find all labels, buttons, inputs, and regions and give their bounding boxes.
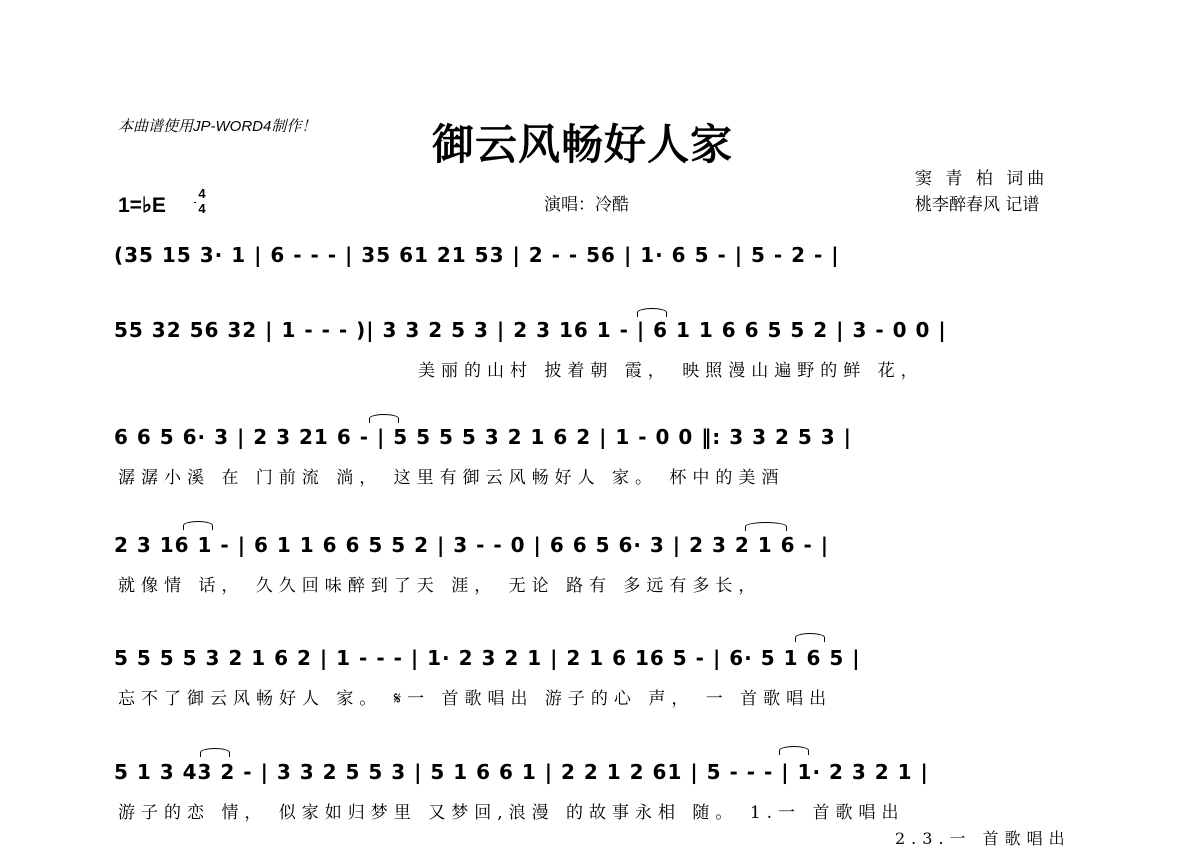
ending-2-3-lyrics: 2.3.一 首歌唱出 xyxy=(895,829,1071,848)
slur-mark xyxy=(795,633,825,642)
slur-mark xyxy=(183,521,213,530)
staff-line-5-notes: 5 5 5 5 3 2 1 6 2 | 1 - - - | 1· 2 3 2 1 | 2 1 6 16 5 - | 6· 5 1 6 5 | xyxy=(114,646,861,670)
time-signature: 4 4 xyxy=(194,186,210,216)
lyricist-label: 窦 青 柏 词曲 xyxy=(915,169,1049,189)
staff-line-2-lyrics: 美丽的山村 披着朝 霞， 映照漫山遍野的鲜 花， xyxy=(418,361,924,381)
slur-mark xyxy=(745,522,787,531)
staff-line-6-lyrics: 游子的恋 情， 似家如归梦里 又梦回,浪漫 的故事永相 随。 1.一 首歌唱出 xyxy=(118,803,905,823)
key-signature: 1=♭E xyxy=(118,194,166,217)
staff-line-3-lyrics: 潺潺小溪 在 门前流 淌， 这里有御云风畅好人 家。 杯中的美酒 xyxy=(118,468,785,488)
credit-note: 本曲谱使用JP-WORD4制作！ xyxy=(118,118,317,135)
singer-label: 演唱：冷酷 xyxy=(544,195,629,215)
slur-mark xyxy=(200,748,230,757)
slur-mark xyxy=(637,308,667,317)
staff-line-6-notes: 5 1 3 43 2 - | 3 3 2 5 5 3 | 5 1 6 6 1 | 2 2 1 2 61 | 5 - - - | 1· 2 3 2 1 | xyxy=(114,760,929,784)
staff-line-3-notes: 6 6 5 6· 3 | 2 3 21 6 - | 5 5 5 5 3 2 1 6 2 | 1 - 0 0 ‖: 3 3 2 5 3 | xyxy=(114,425,852,449)
staff-line-2-notes: 55 32 56 32 | 1 - - - )| 3 3 2 5 3 | 2 3 16 1 - | 6 1 1 6 6 5 5 2 | 3 - 0 0 | xyxy=(114,318,947,342)
song-title: 御云风畅好人家 xyxy=(432,120,734,169)
staff-line-4-lyrics: 就像情 话， 久久回味醉到了天 涯， 无论 路有 多远有多长， xyxy=(118,576,762,596)
staff-line-1-notes: (35 15 3· 1 | 6 - - - | 35 61 21 53 | 2 - - 56 | 1· 6 5 - | 5 - 2 - | xyxy=(114,243,840,267)
staff-line-4-notes: 2 3 16 1 - | 6 1 1 6 6 5 5 2 | 3 - - 0 | 6 6 5 6· 3 | 2 3 2 1 6 - | xyxy=(114,533,830,557)
staff-line-5-lyrics: 忘不了御云风畅好人 家。 𝄋一 首歌唱出 游子的心 声， 一 首歌唱出 xyxy=(118,689,833,709)
arranger-label: 桃李醉春风 记谱 xyxy=(915,195,1040,215)
slur-mark xyxy=(779,746,809,755)
slur-mark xyxy=(369,414,399,423)
